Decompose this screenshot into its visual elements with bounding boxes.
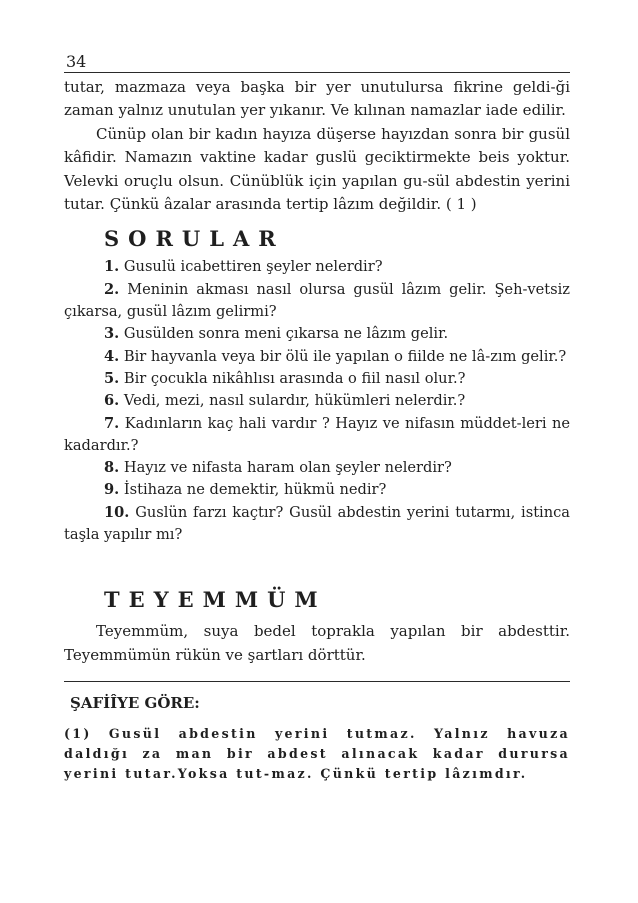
question-number: 7. <box>104 414 120 432</box>
question-item <box>64 323 570 345</box>
question-text: Meninin akması nasıl olursa gusül lâzım gelir. Şeh-vetsiz çıkarsa, gusül lâzım gelirmi? <box>64 280 570 321</box>
page-number: 34 <box>66 52 87 71</box>
question-text: Hayız ve nifasta haram olan şeyler nelerdir? <box>123 459 452 477</box>
question-number: 4. <box>104 347 120 365</box>
question-text: Gusulü icabettiren şeyler nelerdir? <box>123 258 383 276</box>
question-item <box>64 502 570 547</box>
intro-paragraph-1: tutar, mazmaza veya başka bir yer unutulursa fikrine geldi-ği zaman yalnız unutulan yer yıkanır. Ve kılınan namazlar iade edilir. <box>64 78 570 120</box>
question-item <box>64 390 570 412</box>
question-item <box>64 256 570 278</box>
question-text: Guslün farzı kaçtır? Gusül abdestin yerini tutarmı, istinca taşla yapılır mı? <box>64 503 571 543</box>
teyemmum-paragraph: Teyemmüm, suya bedel toprakla yapılan bir abdesttir. Teyemmümün rükün ve şartları dörttür. <box>64 622 570 664</box>
question-item <box>64 457 570 479</box>
question-text: Kadınların kaç hali vardır ? Hayız ve nifasın müddet-leri ne kadardır.? <box>64 414 570 454</box>
intro-paragraph-2: Cünüp olan bir kadın hayıza düşerse hayızdan sonra bir gusül kâfidir. Namazın vaktine kadar guslü geciktirmekte beis yoktur. Velevki oruçlu olsun. Cünüblük için yapılan gu-sül abdestin yerini tutar. Çünkü âzalar arasında tertip lâzım değildir. ( 1 ) <box>64 124 570 214</box>
question-list <box>64 256 570 546</box>
safiiye-heading: ŞAFİÎYE GÖRE: <box>70 694 200 713</box>
question-text: İstihaza ne demektir, hükmü nedir? <box>123 481 387 499</box>
question-number: 9. <box>104 481 120 499</box>
question-item <box>64 346 570 368</box>
question-number: 1. <box>104 258 120 276</box>
question-number: 6. <box>104 392 120 410</box>
book-page <box>64 52 570 784</box>
question-text: Bir hayvanla veya bir ölü ile yapılan o fiilde ne lâ-zım gelir.? <box>123 347 567 365</box>
header-rule <box>64 72 570 73</box>
question-item <box>64 413 570 458</box>
question-number: 3. <box>104 325 120 343</box>
question-text: Vedi, mezi, nasıl sulardır, hükümleri nelerdir.? <box>123 392 466 410</box>
teyemmum-heading: TEYEMMÜM <box>104 587 327 613</box>
question-item <box>64 279 570 324</box>
footnote-text: (1) Gusül abdestin yerini tutmaz. Yalnız havuza daldığı za man bir abdest alınacak kadar durursa yerini tutar.Yoksa tut-maz. Çünkü tertip lâzımdır. <box>64 726 570 782</box>
question-item <box>64 368 570 390</box>
question-number: 8. <box>104 459 120 477</box>
question-text: Gusülden sonra meni çıkarsa ne lâzım gelir. <box>123 325 449 343</box>
sorular-heading: SORULAR <box>104 226 285 252</box>
question-text: Bir çocukla nikâhlısı arasında o fiil nasıl olur.? <box>123 369 466 387</box>
question-item <box>64 479 570 501</box>
question-number: 10. <box>104 503 130 521</box>
question-number: 2. <box>104 280 120 298</box>
question-number: 5. <box>104 369 120 387</box>
